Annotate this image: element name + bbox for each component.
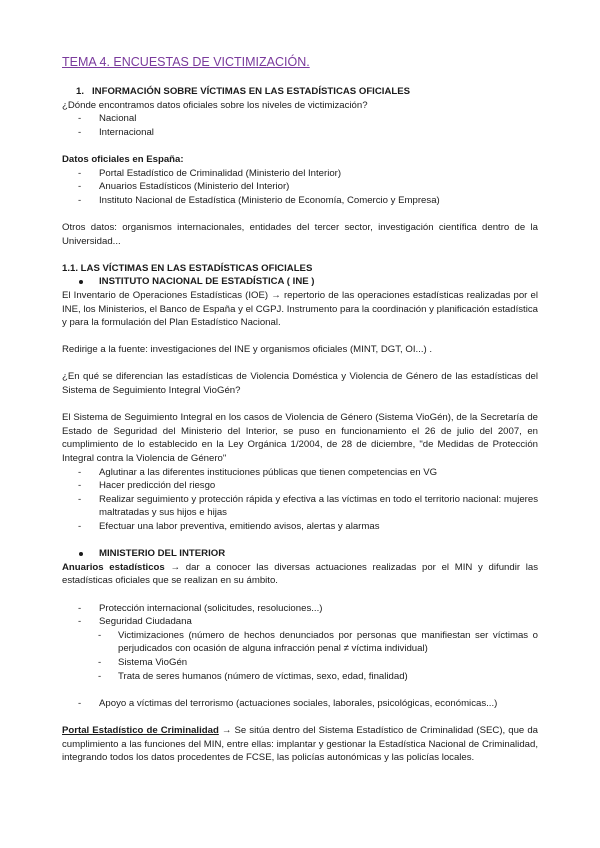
list-item: - Victimizaciones (número de hechos denunciados por personas que manifiestan ser víctimas o perjudicados con ocasión de alguna infracción penal ≠ víctima individual) <box>62 629 538 656</box>
list-item: - Anuarios Estadísticos (Ministerio del Interior) <box>62 180 538 194</box>
list-item: - Portal Estadístico de Criminalidad (Ministerio del Interior) <box>62 167 538 181</box>
document-title: TEMA 4. ENCUESTAS DE VICTIMIZACIÓN. <box>62 55 310 69</box>
levels-list <box>62 112 538 139</box>
list-item <box>62 615 538 629</box>
section-number: 1. <box>75 86 84 97</box>
list-item-label: Seguridad Ciudadana <box>99 616 192 628</box>
portal-label: Portal Estadístico de Criminalidad <box>62 724 219 736</box>
section-1-heading <box>62 85 538 99</box>
anuarios-paragraph <box>62 561 538 588</box>
list-item: - Apoyo a víctimas del terrorismo (actuaciones sociales, laborales, psicológicas, económicas...) <box>62 697 538 711</box>
seguridad-sublist <box>62 629 538 683</box>
list-item: - Protección internacional (solicitudes, resoluciones...) <box>62 602 538 616</box>
portal-text: → Se sitúa dentro del Sistema Estadístico de Criminalidad (SEC), que da cumplimiento a las funciones del MIN, entre ellas: implantar y gestionar la Estadística Nacional de Criminalidad, integrando todos los datos procedentes de FCSE, las policías autonómicas y las policías locales. <box>62 724 538 764</box>
spain-data-heading: Datos oficiales en España: <box>62 153 184 165</box>
list-item: - Hacer predicción del riesgo <box>62 479 538 493</box>
list-item: - Instituto Nacional de Estadística (Ministerio de Economía, Comercio y Empresa) <box>62 194 538 208</box>
terrorism-list <box>62 697 538 711</box>
anuarios-label: Anuarios estadísticos <box>62 561 165 573</box>
list-item: - Internacional <box>62 126 538 140</box>
ine-paragraph: El Inventario de Operaciones Estadísticas (IOE) → repertorio de las operaciones estadísticas realizadas por el INE, los Ministerios, el Banco de España y el CGPJ. Instrumento para la coordinación y planificación estadística y para la formulación del Plan Estadístico Nacional. <box>62 289 538 329</box>
question-text: ¿Dónde encontramos datos oficiales sobre los niveles de victimización? <box>62 99 368 111</box>
difference-question: ¿En qué se diferencian las estadísticas de Violencia Doméstica y Violencia de Género de las estadísticas del Sistema de Seguimiento Integral VioGén? <box>62 371 538 397</box>
section-1-1-heading: 1.1. LAS VÍCTIMAS EN LAS ESTADÍSTICAS OFICIALES <box>62 262 313 274</box>
ministry-list <box>62 602 538 629</box>
section-title: INFORMACIÓN SOBRE VÍCTIMAS EN LAS ESTADÍSTICAS OFICIALES <box>92 86 411 97</box>
list-item: - Realizar seguimiento y protección rápida y efectiva a las víctimas en todo el territorio nacional: mujeres maltratadas y sus hijos e hijas <box>62 493 538 520</box>
redirect-paragraph: Redirige a la fuente: investigaciones del INE y organismos oficiales (MINT, DGT, OI...) . <box>62 344 433 356</box>
ine-bullet: INSTITUTO NACIONAL DE ESTADÍSTICA ( INE ) <box>62 275 538 289</box>
viogen-goals-list <box>62 466 538 534</box>
list-item: - Nacional <box>62 112 538 126</box>
viogen-paragraph: El Sistema de Seguimiento Integral en los casos de Violencia de Género (Sistema VioGén), de la Secretaría de Estado de Seguridad del Ministerio del Interior, se puso en funcionamiento el 26 de julio del 2007, en cumplimiento de lo establecido en la Ley Orgánica 1/2004, de 28 de diciembre, "de Medidas de Protección Integral contra la Violencia de Género" <box>62 412 538 465</box>
list-item: - Sistema VioGén <box>62 656 538 670</box>
list-item: - Aglutinar a las diferentes instituciones públicas que tienen competencias en VG <box>62 466 538 480</box>
anuarios-text: → dar a conocer las diversas actuaciones realizadas por el MIN y difundir las estadísticas oficiales que se realizan en su ámbito. <box>62 561 538 587</box>
list-item: - Trata de seres humanos (número de víctimas, sexo, edad, finalidad) <box>62 670 538 684</box>
other-data-paragraph: Otros datos: organismos internacionales, entidades del tercer sector, investigación científica dentro de la Universidad... <box>62 221 538 247</box>
list-item: - Efectuar una labor preventiva, emitiendo avisos, alertas y alarmas <box>62 520 538 534</box>
portal-paragraph <box>62 724 538 765</box>
spain-data-list <box>62 167 538 208</box>
ministry-bullet: MINISTERIO DEL INTERIOR <box>62 547 538 561</box>
